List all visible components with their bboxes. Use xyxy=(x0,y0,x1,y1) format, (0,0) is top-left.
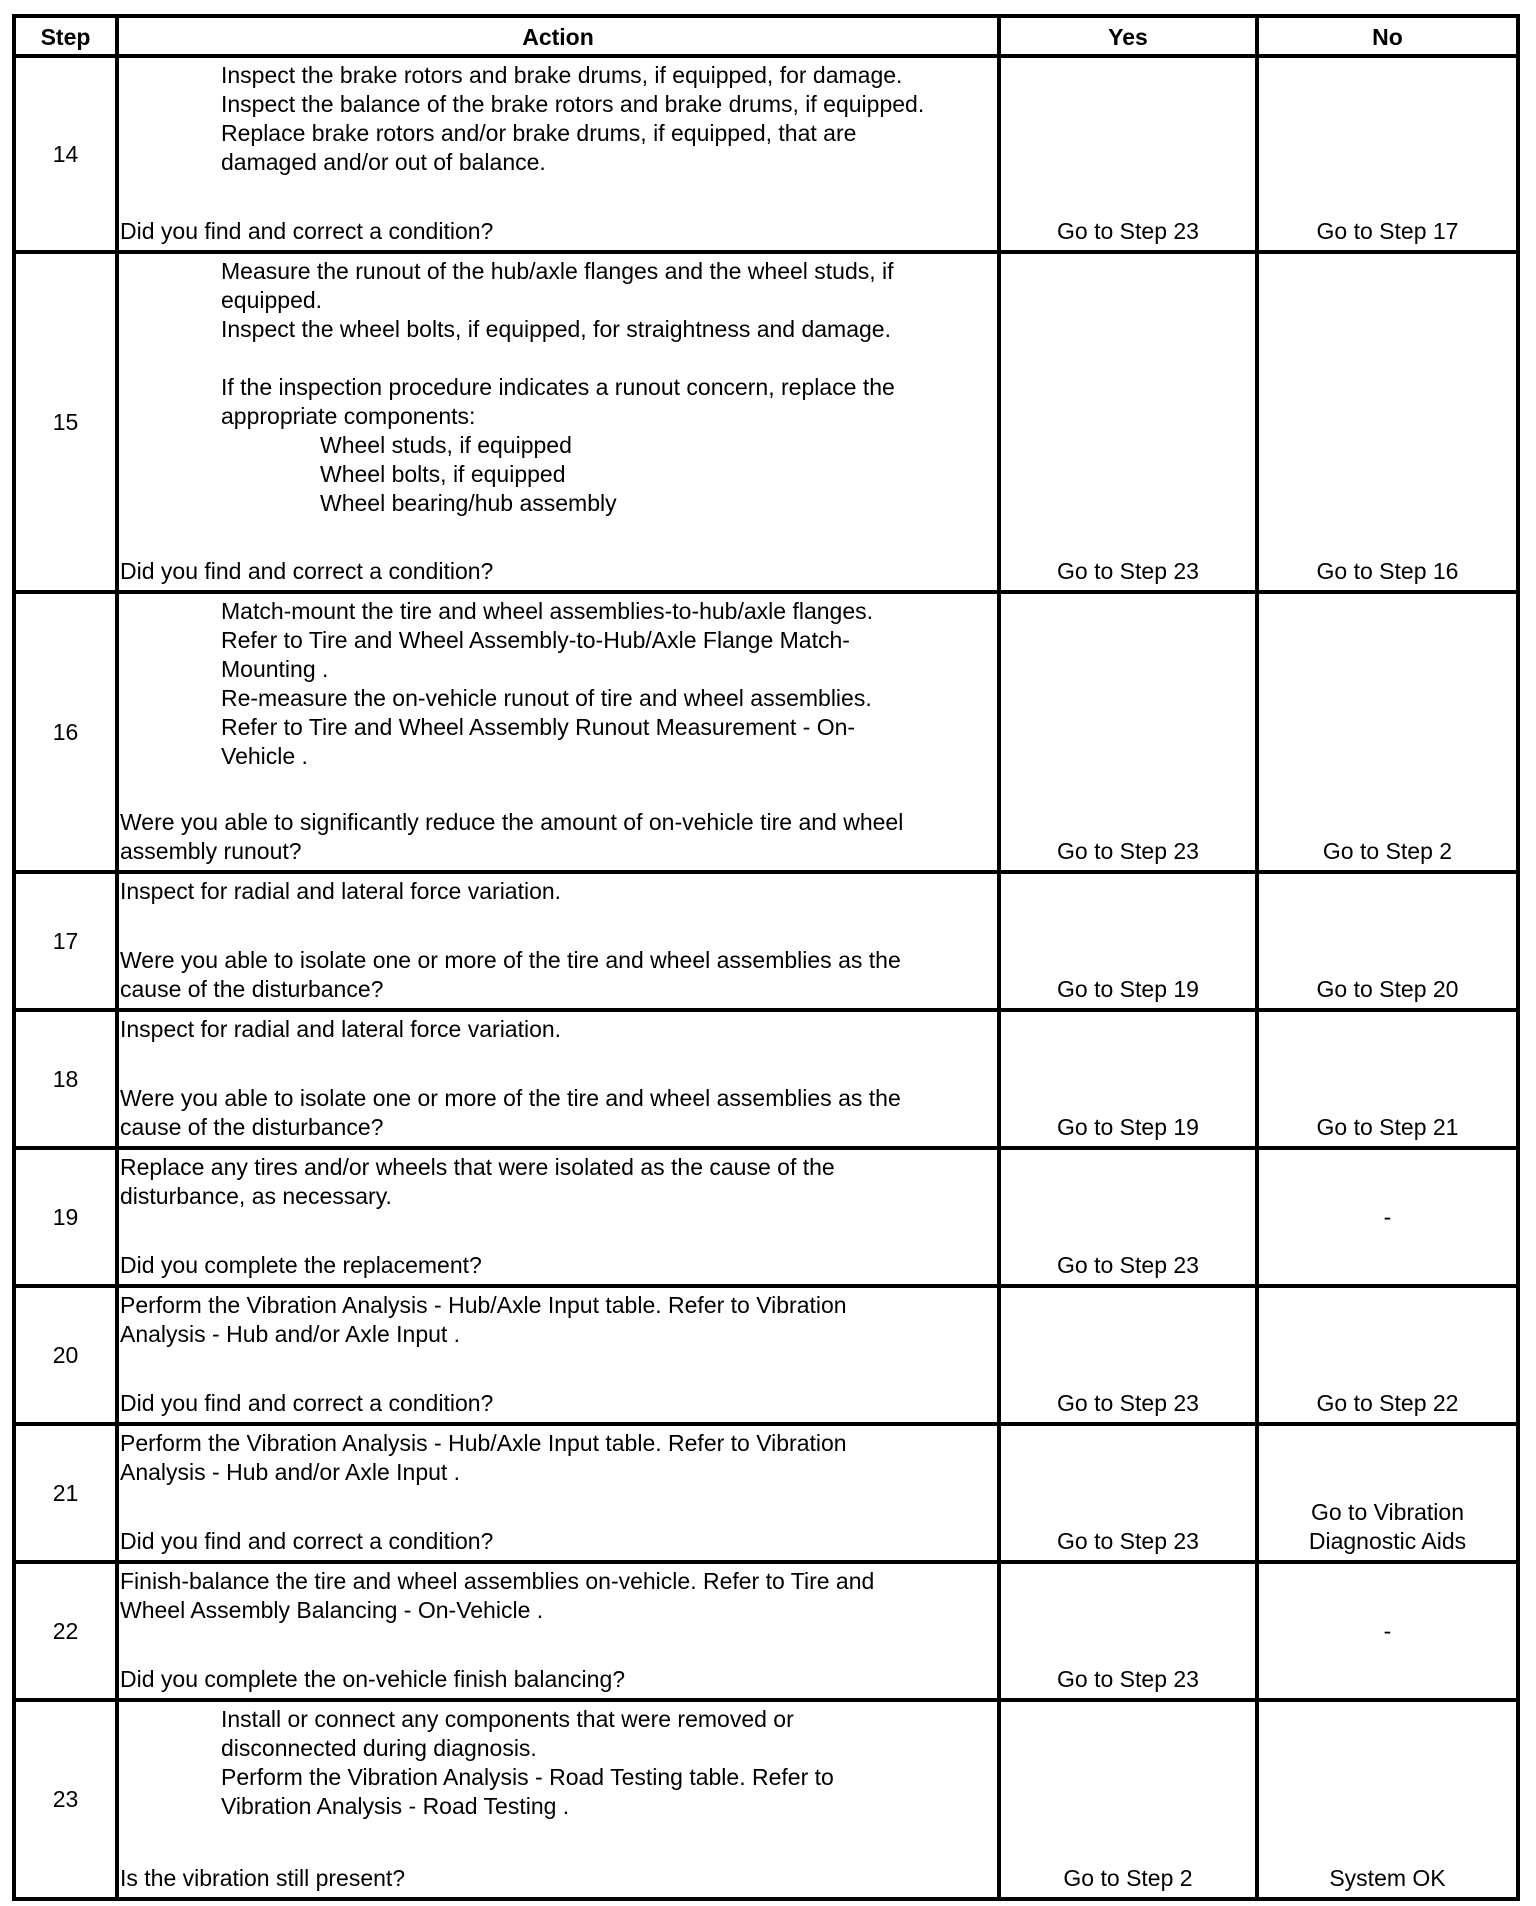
row-border xyxy=(12,14,1520,18)
action-line: Inspect the balance of the brake rotors and brake drums, if equipped. xyxy=(221,91,925,117)
no-result: System OK xyxy=(1329,1865,1446,1891)
yes-result: Go to Step 23 xyxy=(1057,218,1199,244)
step-number: 20 xyxy=(52,1341,79,1368)
no-result: Go to Step 2 xyxy=(1322,838,1453,864)
action-line: Inspect the brake rotors and brake drums, if equipped, for damage. xyxy=(221,62,903,88)
action-line: Vehicle . xyxy=(221,743,308,769)
action-line: Analysis - Hub and/or Axle Input . xyxy=(120,1321,461,1347)
no-result: - xyxy=(1383,1617,1392,1644)
step-number: 15 xyxy=(52,408,79,435)
step-number: 16 xyxy=(52,718,79,745)
row-border xyxy=(12,1422,1520,1426)
row-border xyxy=(12,1698,1520,1702)
action-line: If the inspection procedure indicates a runout concern, replace the xyxy=(221,374,895,400)
question-line: Did you complete the on-vehicle finish balancing? xyxy=(120,1666,626,1692)
action-line: Re-measure the on-vehicle runout of tire and wheel assemblies. xyxy=(221,685,872,711)
no-result: - xyxy=(1383,1203,1392,1230)
question-line: Did you find and correct a condition? xyxy=(120,558,494,584)
step-number: 23 xyxy=(52,1786,79,1812)
action-line: Inspect the wheel bolts, if equipped, for straightness and damage. xyxy=(221,316,891,342)
no-result: Go to Step 21 xyxy=(1316,1114,1459,1140)
no-result: Diagnostic Aids xyxy=(1308,1528,1467,1554)
row-border xyxy=(12,1008,1520,1012)
yes-result: Go to Step 23 xyxy=(1057,1528,1199,1554)
step-number: 21 xyxy=(52,1479,79,1506)
action-line: Install or connect any components that were removed or xyxy=(221,1706,794,1732)
column-border xyxy=(115,14,119,1901)
question-line: assembly runout? xyxy=(120,838,302,864)
step-number: 19 xyxy=(52,1203,79,1230)
question-line: Were you able to isolate one or more of the tire and wheel assemblies as the xyxy=(120,947,901,973)
yes-result: Go to Step 23 xyxy=(1057,1666,1199,1692)
action-line: Replace any tires and/or wheels that were isolated as the cause of the xyxy=(120,1154,835,1180)
no-result: Go to Step 17 xyxy=(1316,218,1459,244)
row-border xyxy=(12,590,1520,594)
action-line: Refer to Tire and Wheel Assembly-to-Hub/Axle Flange Match- xyxy=(221,627,850,653)
action-line: Vibration Analysis - Road Testing . xyxy=(221,1793,570,1819)
row-border xyxy=(12,1284,1520,1288)
action-line: disturbance, as necessary. xyxy=(120,1183,392,1209)
no-result: Go to Vibration xyxy=(1310,1499,1464,1525)
step-number: 22 xyxy=(52,1617,79,1644)
question-line: Is the vibration still present? xyxy=(120,1865,406,1891)
action-line: Wheel Assembly Balancing - On-Vehicle . xyxy=(120,1597,544,1623)
action-subitem: Wheel bolts, if equipped xyxy=(320,461,566,487)
yes-result: Go to Step 19 xyxy=(1057,976,1199,1002)
row-border xyxy=(12,1560,1520,1564)
row-border xyxy=(12,870,1520,874)
action-subitem: Wheel studs, if equipped xyxy=(320,432,572,458)
column-border xyxy=(997,14,1001,1901)
step-number: 14 xyxy=(52,140,79,167)
step-number: 17 xyxy=(52,927,79,954)
question-line: Did you find and correct a condition? xyxy=(120,1528,494,1554)
action-line: Finish-balance the tire and wheel assemblies on-vehicle. Refer to Tire and xyxy=(120,1568,875,1594)
yes-result: Go to Step 23 xyxy=(1057,558,1199,584)
no-result: Go to Step 20 xyxy=(1316,976,1459,1002)
action-line: Inspect for radial and lateral force variation. xyxy=(120,1016,562,1042)
action-line: disconnected during diagnosis. xyxy=(221,1735,537,1761)
question-line: Did you complete the replacement? xyxy=(120,1252,482,1278)
yes-result: Go to Step 2 xyxy=(1063,1865,1193,1891)
header-action: Action xyxy=(522,24,594,50)
step-number: 18 xyxy=(52,1065,79,1092)
action-line: Perform the Vibration Analysis - Hub/Axle Input table. Refer to Vibration xyxy=(120,1430,847,1456)
question-line: cause of the disturbance? xyxy=(120,1114,384,1140)
row-border xyxy=(12,250,1520,254)
no-result: Go to Step 22 xyxy=(1316,1390,1459,1416)
question-line: Did you find and correct a condition? xyxy=(120,1390,494,1416)
action-line: Match-mount the tire and wheel assemblies-to-hub/axle flanges. xyxy=(221,598,874,624)
question-line: Were you able to significantly reduce the amount of on-vehicle tire and wheel xyxy=(120,809,904,835)
action-line: Inspect for radial and lateral force variation. xyxy=(120,878,562,904)
row-border xyxy=(12,1146,1520,1150)
action-line: equipped. xyxy=(221,287,323,313)
action-line: Perform the Vibration Analysis - Road Testing table. Refer to xyxy=(221,1764,834,1790)
action-line: Perform the Vibration Analysis - Hub/Axle Input table. Refer to Vibration xyxy=(120,1292,847,1318)
action-line: Measure the runout of the hub/axle flanges and the wheel studs, if xyxy=(221,258,894,284)
row-border xyxy=(12,54,1520,58)
action-line: Analysis - Hub and/or Axle Input . xyxy=(120,1459,461,1485)
action-subitem: Wheel bearing/hub assembly xyxy=(320,490,617,516)
header-step: Step xyxy=(40,24,91,50)
action-line: Mounting . xyxy=(221,656,329,682)
header-yes: Yes xyxy=(1108,24,1148,50)
yes-result: Go to Step 19 xyxy=(1057,1114,1199,1140)
column-border xyxy=(1516,14,1520,1901)
action-line: damaged and/or out of balance. xyxy=(221,149,546,175)
yes-result: Go to Step 23 xyxy=(1057,1252,1199,1278)
header-no: No xyxy=(1372,24,1403,50)
action-line: Replace brake rotors and/or brake drums, if equipped, that are xyxy=(221,120,857,146)
yes-result: Go to Step 23 xyxy=(1057,838,1199,864)
question-line: Did you find and correct a condition? xyxy=(120,218,494,244)
no-result: Go to Step 16 xyxy=(1316,558,1459,584)
action-line: appropriate components: xyxy=(221,403,476,429)
question-line: Were you able to isolate one or more of the tire and wheel assemblies as the xyxy=(120,1085,901,1111)
yes-result: Go to Step 23 xyxy=(1057,1390,1199,1416)
question-line: cause of the disturbance? xyxy=(120,976,384,1002)
action-line: Refer to Tire and Wheel Assembly Runout Measurement - On- xyxy=(221,714,856,740)
row-border xyxy=(12,1897,1520,1901)
